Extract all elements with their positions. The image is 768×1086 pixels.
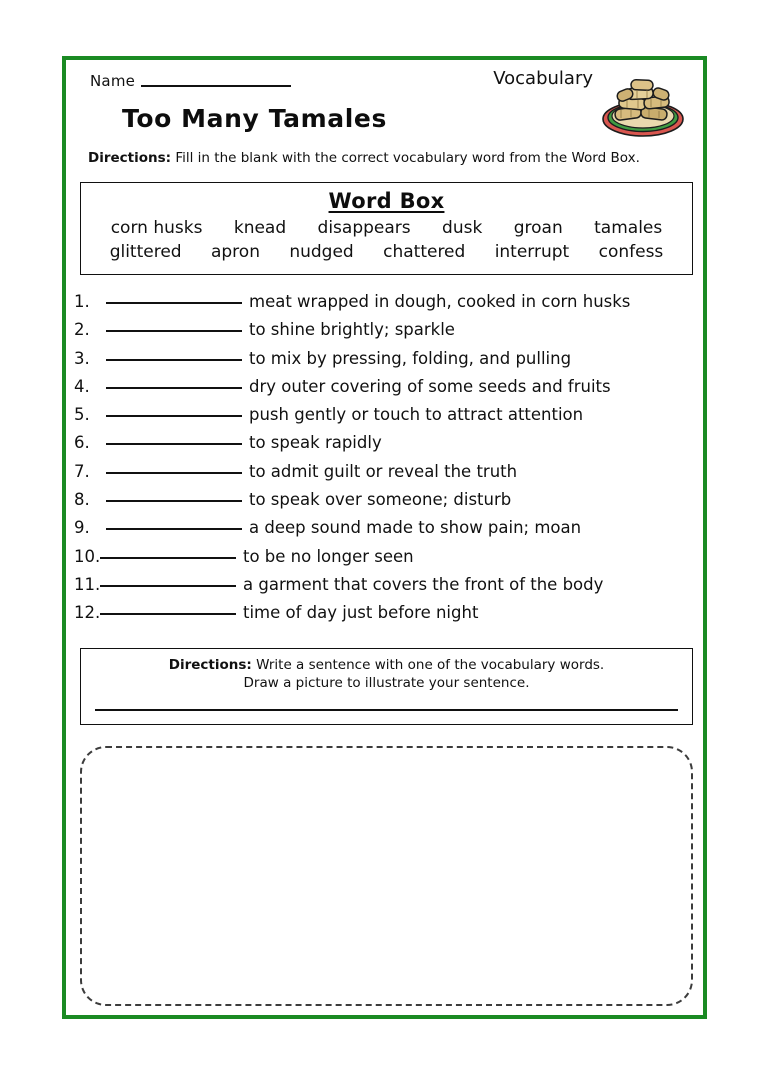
item-number: 10. bbox=[74, 546, 101, 566]
directions-top-prefix: Directions: bbox=[88, 150, 172, 166]
directions-box-text bbox=[81, 649, 692, 692]
word-box-item[interactable]: confess bbox=[598, 242, 664, 263]
item-definition: dry outer covering of some seeds and fruits bbox=[249, 376, 611, 396]
answer-blank[interactable] bbox=[106, 415, 242, 417]
answer-blank[interactable] bbox=[100, 557, 236, 559]
item-definition: to shine brightly; sparkle bbox=[249, 320, 455, 340]
word-box-item[interactable]: apron bbox=[210, 242, 260, 263]
word-box bbox=[80, 182, 693, 275]
word-box-item[interactable]: corn husks bbox=[110, 218, 203, 238]
item-number: 12. bbox=[74, 603, 101, 623]
item-definition: push gently or touch to attract attention bbox=[249, 405, 584, 425]
answer-blank[interactable] bbox=[106, 500, 242, 502]
worksheet-header bbox=[66, 60, 703, 178]
item-number: 4. bbox=[74, 376, 90, 396]
word-box-item[interactable]: groan bbox=[513, 218, 563, 238]
list-item bbox=[74, 547, 702, 575]
directions-top-text: Fill in the blank with the correct vocabulary word from the Word Box. bbox=[175, 150, 640, 166]
sentence-write-line[interactable] bbox=[95, 709, 678, 711]
name-field[interactable] bbox=[90, 74, 291, 89]
item-definition: to be no longer seen bbox=[243, 546, 414, 566]
item-definition: to speak rapidly bbox=[249, 433, 382, 453]
item-number: 8. bbox=[74, 490, 90, 510]
item-definition: to speak over someone; disturb bbox=[249, 490, 512, 510]
item-number: 11. bbox=[74, 574, 101, 594]
directions-box bbox=[80, 648, 693, 725]
answer-blank[interactable] bbox=[106, 302, 242, 304]
list-item bbox=[74, 320, 702, 348]
list-item bbox=[74, 603, 702, 631]
answer-blank[interactable] bbox=[100, 613, 236, 615]
answer-blank[interactable] bbox=[106, 443, 242, 445]
directions-box-line-2: Draw a picture to illustrate your sentence. bbox=[243, 675, 530, 692]
item-number: 7. bbox=[74, 461, 90, 481]
vocabulary-items-list bbox=[74, 292, 702, 632]
name-label: Name bbox=[90, 72, 136, 90]
answer-blank[interactable] bbox=[106, 528, 242, 530]
answer-blank[interactable] bbox=[106, 387, 242, 389]
item-definition: a garment that covers the front of the body bbox=[243, 574, 604, 594]
item-definition: a deep sound made to show pain; moan bbox=[249, 518, 582, 538]
subject-label: Vocabulary bbox=[493, 68, 593, 89]
word-box-title: Word Box bbox=[328, 189, 445, 213]
word-box-item[interactable]: interrupt bbox=[494, 242, 570, 263]
list-item bbox=[74, 292, 702, 320]
word-box-item[interactable]: glittered bbox=[109, 242, 182, 263]
page-title: Too Many Tamales bbox=[122, 104, 387, 133]
word-box-item[interactable]: knead bbox=[233, 218, 287, 238]
worksheet-frame bbox=[62, 56, 707, 1019]
item-definition: meat wrapped in dough, cooked in corn husks bbox=[249, 292, 631, 311]
word-box-item[interactable]: disappears bbox=[317, 218, 411, 238]
answer-blank[interactable] bbox=[100, 585, 236, 587]
item-definition: to mix by pressing, folding, and pulling bbox=[249, 348, 572, 368]
directions-box-line-1: Write a sentence with one of the vocabulary words. bbox=[256, 657, 605, 673]
word-box-item[interactable]: dusk bbox=[442, 218, 483, 238]
answer-blank[interactable] bbox=[106, 472, 242, 474]
answer-blank[interactable] bbox=[106, 359, 242, 361]
word-box-row-2 bbox=[85, 241, 688, 265]
list-item bbox=[74, 405, 702, 433]
word-box-item[interactable]: nudged bbox=[289, 242, 354, 263]
directions-top bbox=[88, 150, 640, 166]
drawing-space[interactable] bbox=[80, 746, 693, 1006]
list-item bbox=[74, 433, 702, 461]
item-number: 1. bbox=[74, 292, 90, 311]
list-item bbox=[74, 377, 702, 405]
word-box-row-1 bbox=[85, 217, 688, 241]
item-number: 2. bbox=[74, 320, 90, 340]
list-item bbox=[74, 575, 702, 603]
answer-blank[interactable] bbox=[106, 330, 242, 332]
name-write-line[interactable] bbox=[141, 85, 291, 87]
word-box-item[interactable]: chattered bbox=[383, 242, 466, 263]
item-number: 5. bbox=[74, 405, 90, 425]
list-item bbox=[74, 518, 702, 546]
item-number: 6. bbox=[74, 433, 90, 453]
plate-of-tamales-icon bbox=[597, 74, 689, 140]
item-definition: to admit guilt or reveal the truth bbox=[249, 461, 518, 481]
word-box-item[interactable]: tamales bbox=[594, 218, 663, 238]
list-item bbox=[74, 349, 702, 377]
item-number: 9. bbox=[74, 518, 90, 538]
directions-box-prefix: Directions: bbox=[168, 657, 252, 673]
item-number: 3. bbox=[74, 348, 90, 368]
list-item bbox=[74, 462, 702, 490]
item-definition: time of day just before night bbox=[243, 603, 479, 623]
list-item bbox=[74, 490, 702, 518]
